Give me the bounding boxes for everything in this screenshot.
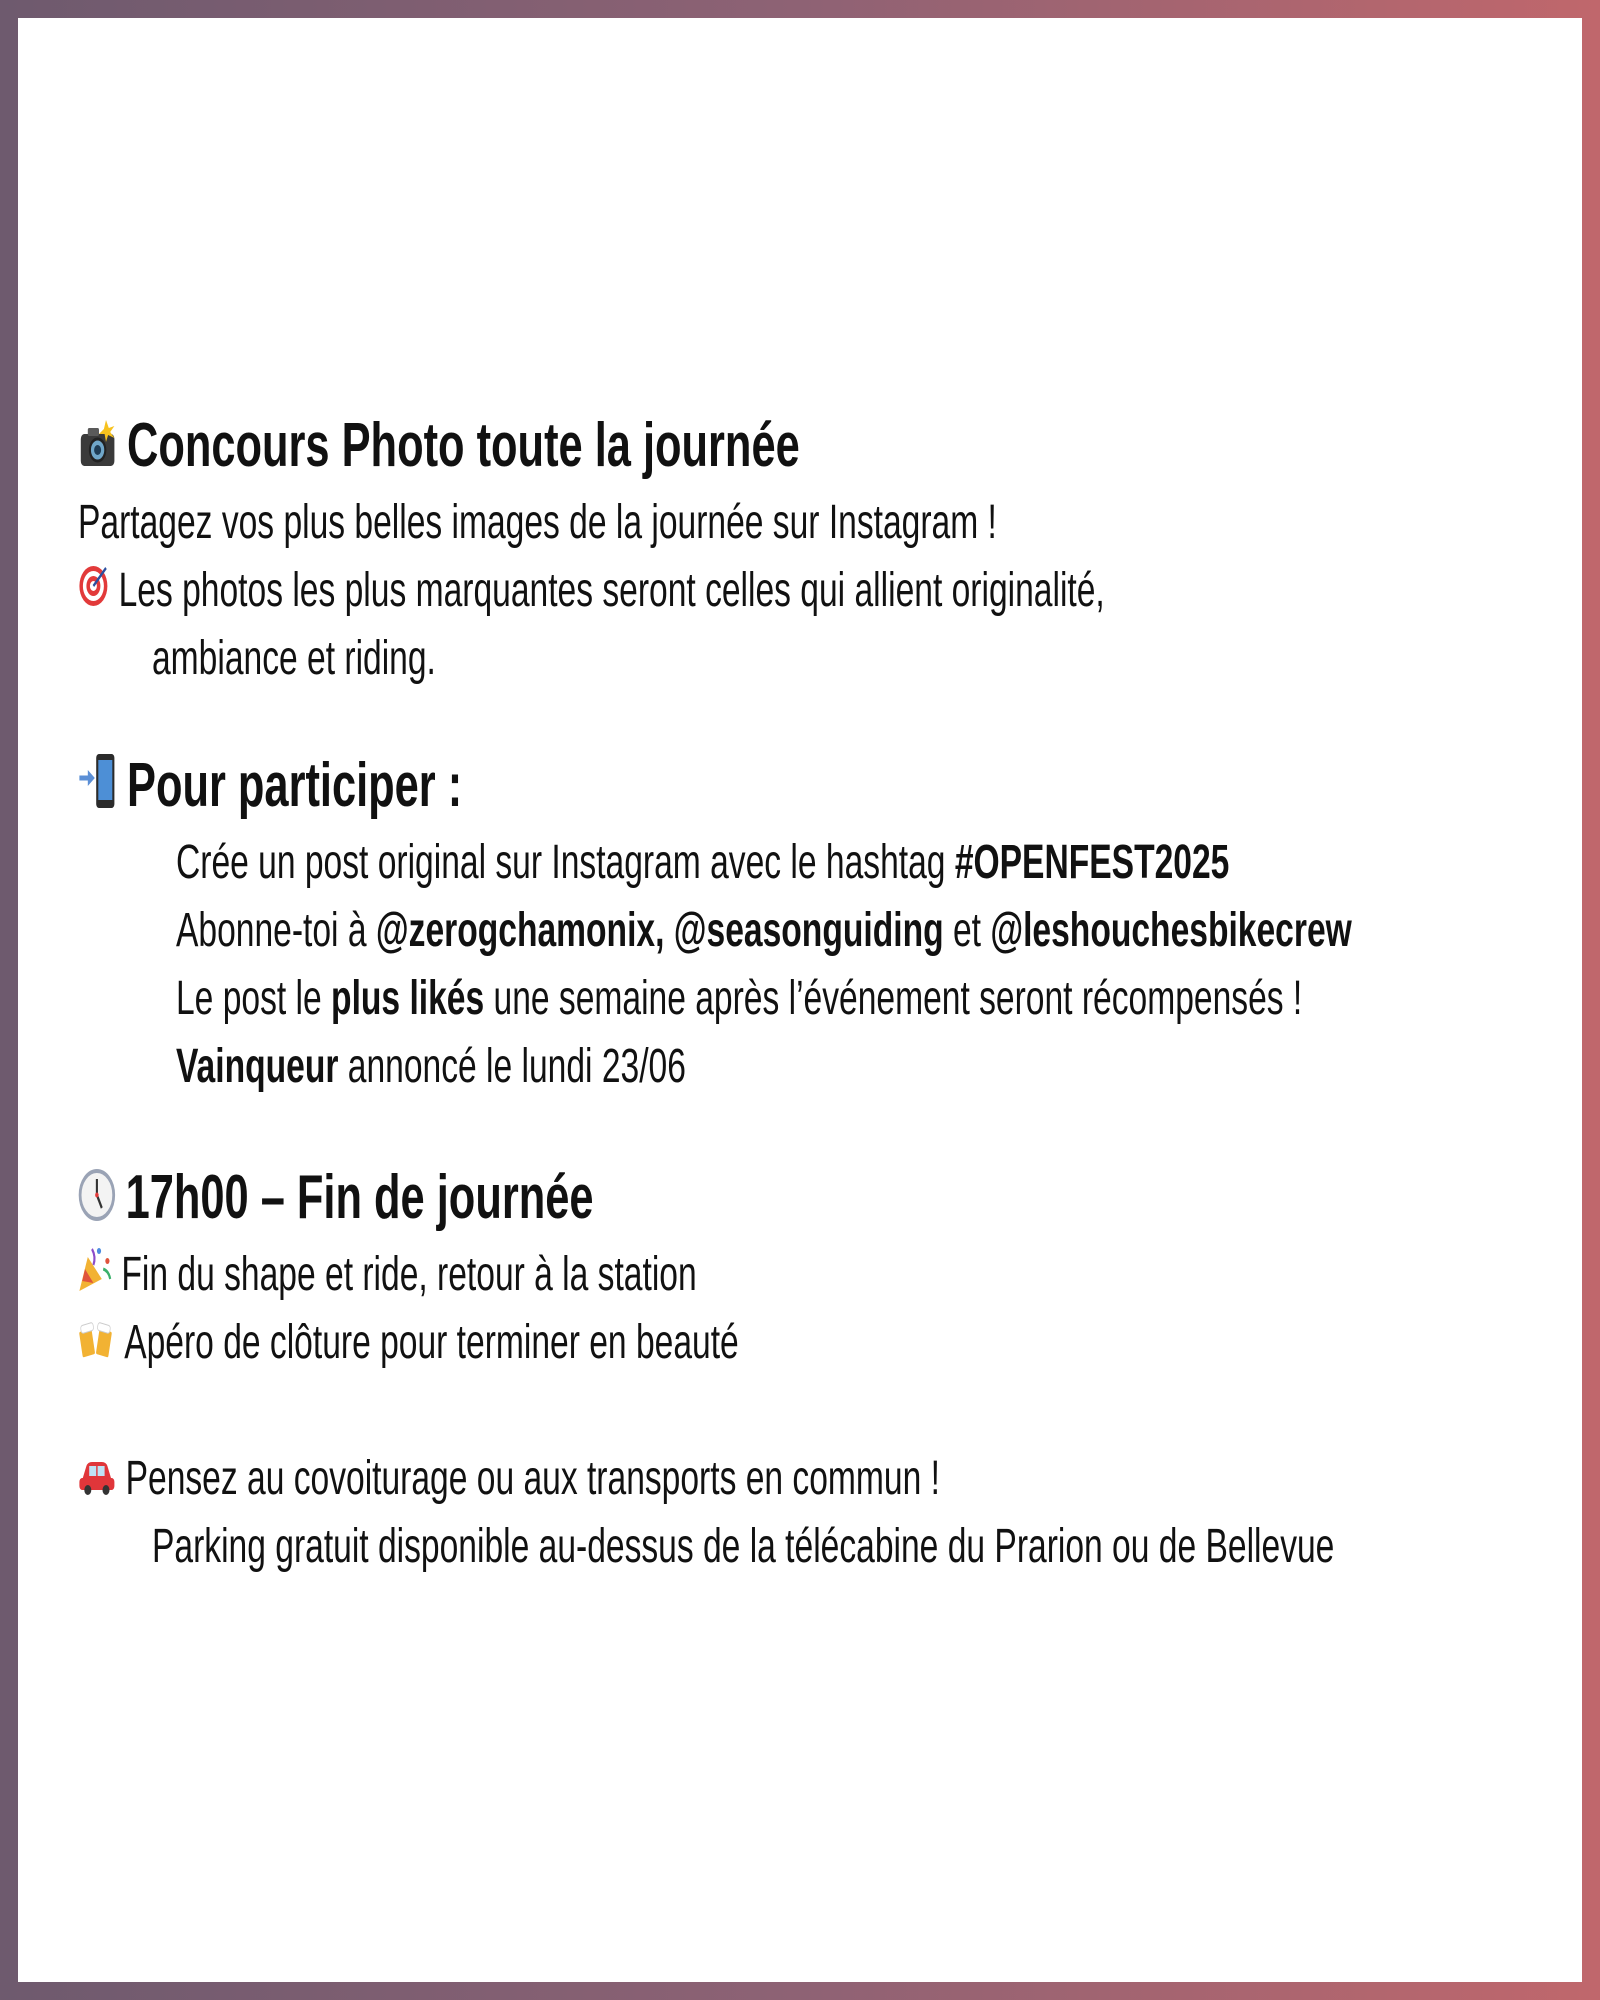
participate-step-4: Vainqueur annoncé le lundi 23/06 bbox=[176, 1040, 686, 1093]
participate-step-1: Crée un post original sur Instagram avec le hashtag #OPENFEST2025 bbox=[176, 836, 1230, 889]
photo-contest-title: Concours Photo toute la journée bbox=[127, 411, 800, 480]
target-icon bbox=[78, 559, 109, 627]
photo-contest-line-3: ambiance et riding. bbox=[152, 632, 436, 685]
end-of-day-title: 17h00 – Fin de journée bbox=[125, 1163, 594, 1232]
page-background bbox=[18, 18, 1582, 1982]
hashtag: #OPENFEST2025 bbox=[954, 836, 1230, 889]
participate-step-3: Le post le plus likés une semaine après l’événement seront récompensés ! bbox=[176, 972, 1303, 1025]
participate-step-2: Abonne-toi à @zerogchamonix, @seasonguiding et @leshouchesbikecrew bbox=[176, 904, 1352, 957]
participate-heading bbox=[78, 743, 1568, 829]
camera-flash-icon bbox=[78, 407, 117, 493]
end-of-day-heading bbox=[78, 1155, 1568, 1241]
photo-contest-heading bbox=[78, 403, 1568, 489]
participate-title: Pour participer : bbox=[127, 751, 463, 820]
transport-line-2: Parking gratuit disponible au-dessus de la télécabine du Prarion ou de Bellevue bbox=[152, 1520, 1335, 1573]
photo-contest-line-1: Partagez vos plus belles images de la journée sur Instagram ! bbox=[78, 496, 997, 549]
end-of-day-line-1: Fin du shape et ride, retour à la station bbox=[78, 1241, 1568, 1309]
clock-icon bbox=[78, 1159, 116, 1245]
mobile-arrow-icon bbox=[78, 747, 117, 833]
photo-contest-line-2: Les photos les plus marquantes seront celles qui allient originalité, bbox=[78, 557, 1568, 625]
event-info bbox=[78, 403, 1568, 1581]
car-icon bbox=[78, 1447, 116, 1515]
transport-line-1: Pensez au covoiturage ou aux transports en commun ! bbox=[78, 1445, 1568, 1513]
account-handle: @leshouchesbikecrew bbox=[990, 904, 1352, 957]
beer-mugs-icon bbox=[78, 1311, 114, 1379]
party-popper-icon bbox=[78, 1243, 112, 1312]
end-of-day-line-2: Apéro de clôture pour terminer en beauté bbox=[78, 1309, 1568, 1377]
account-handles: @zerogchamonix, @seasonguiding bbox=[375, 904, 944, 957]
